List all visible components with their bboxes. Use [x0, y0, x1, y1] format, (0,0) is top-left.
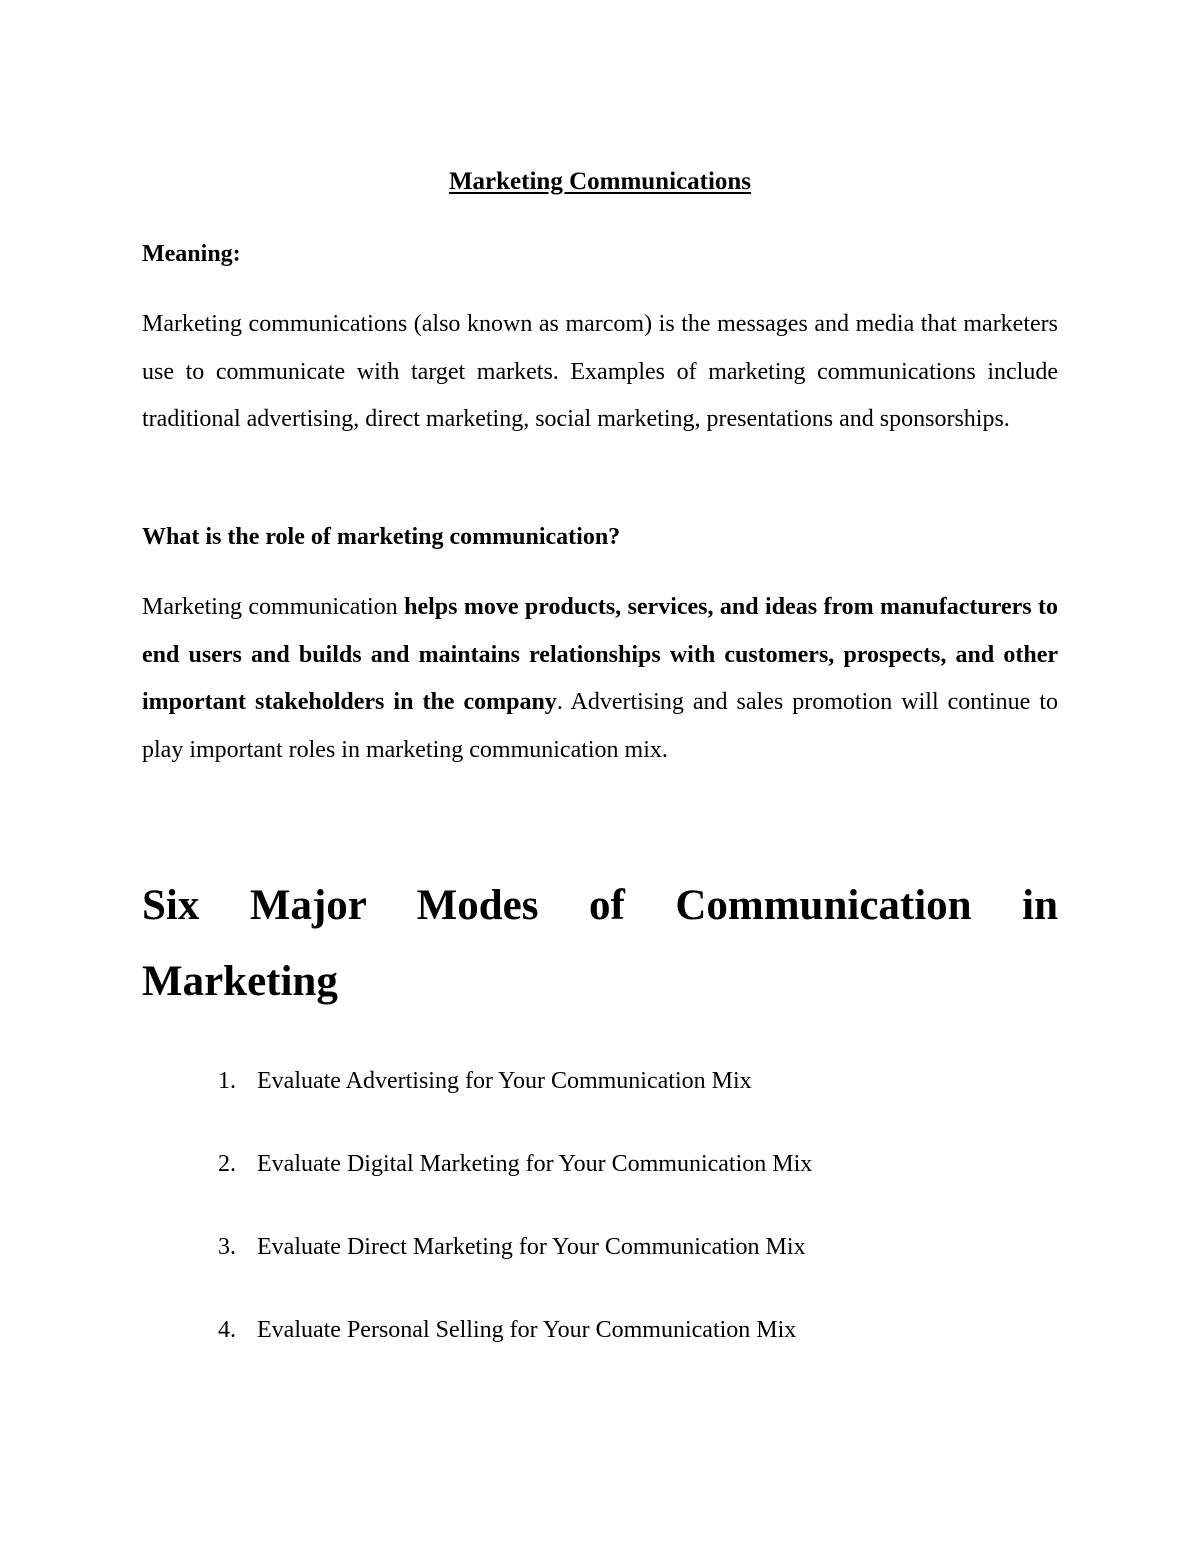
list-item [0, 1312, 1200, 1395]
list-item-number: 2. [218, 1151, 236, 1177]
role-paragraph-bold: helps move products, services, and ideas from manufacturers to end users and builds and maintains relationships with customers, prospects, and other important stakeholders in the company [142, 594, 1058, 715]
meaning-heading: Meaning: [142, 241, 241, 267]
meaning-paragraph: Marketing communications (also known as marcom) is the messages and media that marketers use to communicate with target markets. Examples of marketing communications include traditional advertising, direct marketing, social marketing, presentations and sponsorships. [142, 311, 1058, 432]
list-item [0, 1229, 1200, 1312]
document-title-text: Marketing Communications [448, 168, 752, 195]
list-item-number: 1. [218, 1068, 236, 1094]
role-paragraph-intro: Marketing communication [142, 594, 405, 620]
document-title [0, 164, 1200, 200]
role-paragraph-rest: . Advertising and sales promotion will continue to play important roles in marketing communication mix. [142, 689, 1058, 763]
list-item-number: 3. [218, 1234, 236, 1260]
section-heading: Six Major Modes of Communication in Marketing [142, 882, 1058, 1005]
modes-list [0, 1063, 1200, 1395]
list-item-text: Evaluate Digital Marketing for Your Communication Mix [257, 1151, 813, 1177]
list-item-text: Evaluate Direct Marketing for Your Communication Mix [257, 1234, 806, 1260]
list-item [0, 1146, 1200, 1229]
role-paragraph [142, 584, 1058, 774]
list-item [0, 1063, 1200, 1146]
list-item-number: 4. [218, 1317, 236, 1343]
list-item-text: Evaluate Advertising for Your Communication Mix [257, 1068, 752, 1094]
list-item-text: Evaluate Personal Selling for Your Communication Mix [257, 1317, 797, 1343]
role-heading: What is the role of marketing communication? [142, 524, 621, 550]
